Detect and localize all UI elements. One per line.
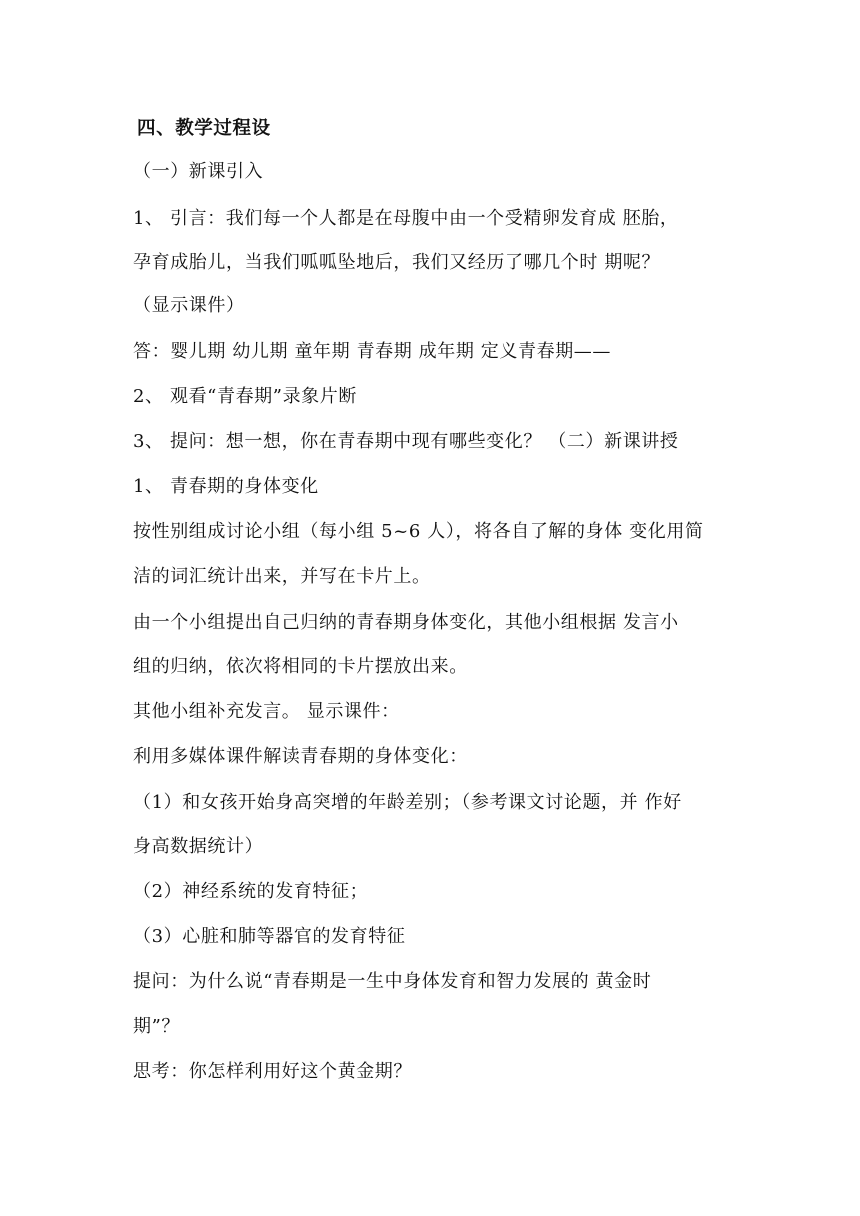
paragraph-line: （显示课件）	[133, 295, 245, 316]
paragraph-line: （2）神经系统的发育特征；	[133, 881, 369, 902]
paragraph-line: 2、 观看“青春期”录象片断	[133, 386, 357, 407]
paragraph-line: 其他小组补充发言。 显示课件：	[133, 701, 400, 722]
paragraph-line: 思考：你怎样利用好这个黄金期？	[133, 1061, 412, 1082]
paragraph-line: 由一个小组提出自己归纳的青春期身体变化，其他小组根据 发言小	[133, 612, 679, 633]
paragraph-line: 身高数据统计）	[133, 836, 264, 857]
subsection-title-intro: （一）新课引入	[133, 161, 264, 182]
paragraph-line: 利用多媒体课件解读青春期的身体变化：	[133, 746, 468, 767]
paragraph-line: 按性别组成讨论小组（每小组 5~6 人），将各自了解的身体 变化用简	[133, 521, 704, 542]
paragraph-line: 提问：为什么说“青春期是一生中身体发育和智力发展的 黄金时	[133, 971, 652, 992]
section-heading: 四、教学过程设	[137, 118, 271, 139]
paragraph-line: 3、 提问：想一想，你在青春期中现有哪些变化？ （二）新课讲授	[133, 431, 679, 452]
paragraph-line: 1、 青春期的身体变化	[133, 476, 319, 497]
paragraph-line: （3）心脏和肺等器官的发育特征	[133, 926, 406, 947]
paragraph-line: 1、 引言：我们每一个人都是在母腹中由一个受精卵发育成 胚胎，	[133, 208, 679, 229]
paragraph-line: 期”？	[133, 1016, 181, 1037]
paragraph-line: 孕育成胎儿，当我们呱呱坠地后，我们又经历了哪几个时 期呢？	[133, 252, 661, 273]
paragraph-line: 答：婴儿期 幼儿期 童年期 青春期 成年期 定义青春期——	[133, 341, 612, 362]
paragraph-line: 洁的词汇统计出来，并写在卡片上。	[133, 566, 431, 587]
paragraph-line: 组的归纳，依次将相同的卡片摆放出来。	[133, 656, 468, 677]
paragraph-line: （1）和女孩开始身高突增的年龄差别；（参考课文讨论题，并 作好	[133, 792, 682, 813]
